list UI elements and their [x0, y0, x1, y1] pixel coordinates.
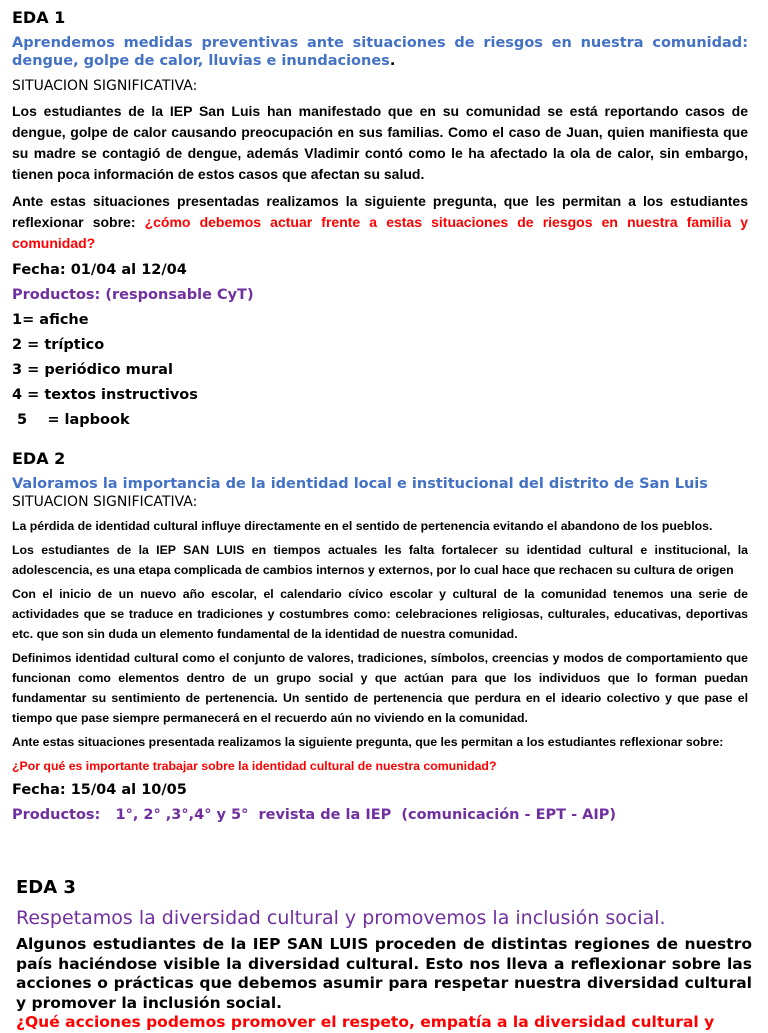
eda1-title-text: Aprendemos medidas preventivas ante situaciones de riesgos en nuestra comunidad: dengue, golpe de calor, lluvias e inundaciones	[12, 35, 748, 69]
eda2-products: Productos: 1°, 2° ,3°,4° y 5° revista de la IEP (comunicación - EPT - AIP)	[12, 807, 617, 823]
eda1-heading: EDA 1	[12, 8, 66, 27]
eda1-question: ¿cómo debemos actuar frente a estas situaciones de riesgos en nuestra familia y comunidad?	[12, 214, 748, 251]
eda2-paragraph: Los estudiantes de la IEP SAN LUIS en tiempos actuales les falta fortalecer su identidad cultural e institucional, la adolescencia, es una etapa complicada de cambios internos y externos, por lo cual hace que rechacen su cultura de origen	[12, 543, 748, 577]
eda1-date: Fecha: 01/04 al 12/04	[12, 262, 187, 278]
eda1-title	[12, 34, 748, 70]
eda1-product-item: 3 = periódico mural	[12, 362, 173, 378]
eda2-paragraph: Con el inicio de un nuevo año escolar, el calendario cívico escolar y cultural de la comunidad tenemos una serie de actividades que se traduce en tradiciones y costumbres como: celebraciones religiosas, culturales, educativas, deportivas etc. que son sin duda un elemento fundamental de la identidad de nuestra comunidad.	[12, 587, 748, 641]
eda1-product-item: 1= afiche	[12, 312, 89, 328]
eda1-product-item: 4 = textos instructivos	[12, 387, 198, 403]
eda2-paragraph: Definimos identidad cultural como el conjunto de valores, tradiciones, símbolos, creencias y modos de comportamiento que funcionan como elementos dentro de un grupo social y que actúan para que los individuos que lo forman puedan fundamentar su sentimiento de pertenencia. Un sentido de pertenencia que perdura en el ideario colectivo y que pase el tiempo que pase siempre permanecerá en el recuerdo aún no viviendo en la comunidad.	[12, 651, 748, 725]
eda2-paragraph: La pérdida de identidad cultural influye directamente en el sentido de pertenencia evitando el abandono de los pueblos.	[12, 519, 713, 533]
eda1-product-item: 5 = lapbook	[12, 412, 130, 428]
eda2-paragraph: Ante estas situaciones presentada realizamos la siguiente pregunta, que les permitan a los estudiantes reflexionar sobre:	[12, 735, 724, 749]
eda3-heading: EDA 3	[16, 877, 76, 898]
eda1-paragraph2	[12, 191, 748, 254]
eda3-section	[16, 876, 752, 1033]
eda1-product-item: 2 = tríptico	[12, 337, 105, 353]
eda2-situation-label: SITUACION SIGNIFICATIVA:	[12, 494, 198, 510]
eda1-title-end: .	[389, 53, 396, 69]
eda1-products-label: Productos: (responsable CyT)	[12, 287, 254, 303]
eda2-section	[12, 449, 748, 828]
eda3-title: Respetamos la diversidad cultural y promovemos la inclusión social.	[16, 907, 666, 929]
eda1-paragraph1: Los estudiantes de la IEP San Luis han manifestado que en su comunidad se está reportando casos de dengue, golpe de calor causando preocupación en sus familias. Como el caso de Juan, quien manifiesta que su madre se contagió de dengue, además Vladimir contó como le ha afectado la ola de calor, sin embargo, tienen poca información de estos casos que afectan su salud.	[12, 103, 748, 182]
eda1-situation-label: SITUACION SIGNIFICATIVA:	[12, 78, 198, 94]
eda2-date: Fecha: 15/04 al 10/05	[12, 782, 187, 798]
eda2-question: ¿Por qué es importante trabajar sobre la identidad cultural de nuestra comunidad?	[12, 759, 497, 773]
eda2-title: Valoramos la importancia de la identidad local e institucional del distrito de San Luis	[12, 476, 708, 492]
eda3-question: ¿Qué acciones podemos promover el respeto, empatía a la diversidad cultural y	[16, 1013, 715, 1031]
eda1-section	[12, 8, 748, 433]
eda2-heading: EDA 2	[12, 449, 66, 468]
eda1-paragraph2-lead: Ante estas situaciones presentadas realizamos la siguiente pregunta, que les permitan a los estudiantes reflexionar sobre:	[12, 193, 748, 230]
eda3-paragraph: Algunos estudiantes de la IEP SAN LUIS proceden de distintas regiones de nuestro país haciéndose visible la diversidad cultural. Esto nos lleva a reflexionar sobre las acciones o prácticas que debemos asumir para respetar nuestra diversidad cultural y promover la inclusión social.	[16, 935, 752, 1012]
